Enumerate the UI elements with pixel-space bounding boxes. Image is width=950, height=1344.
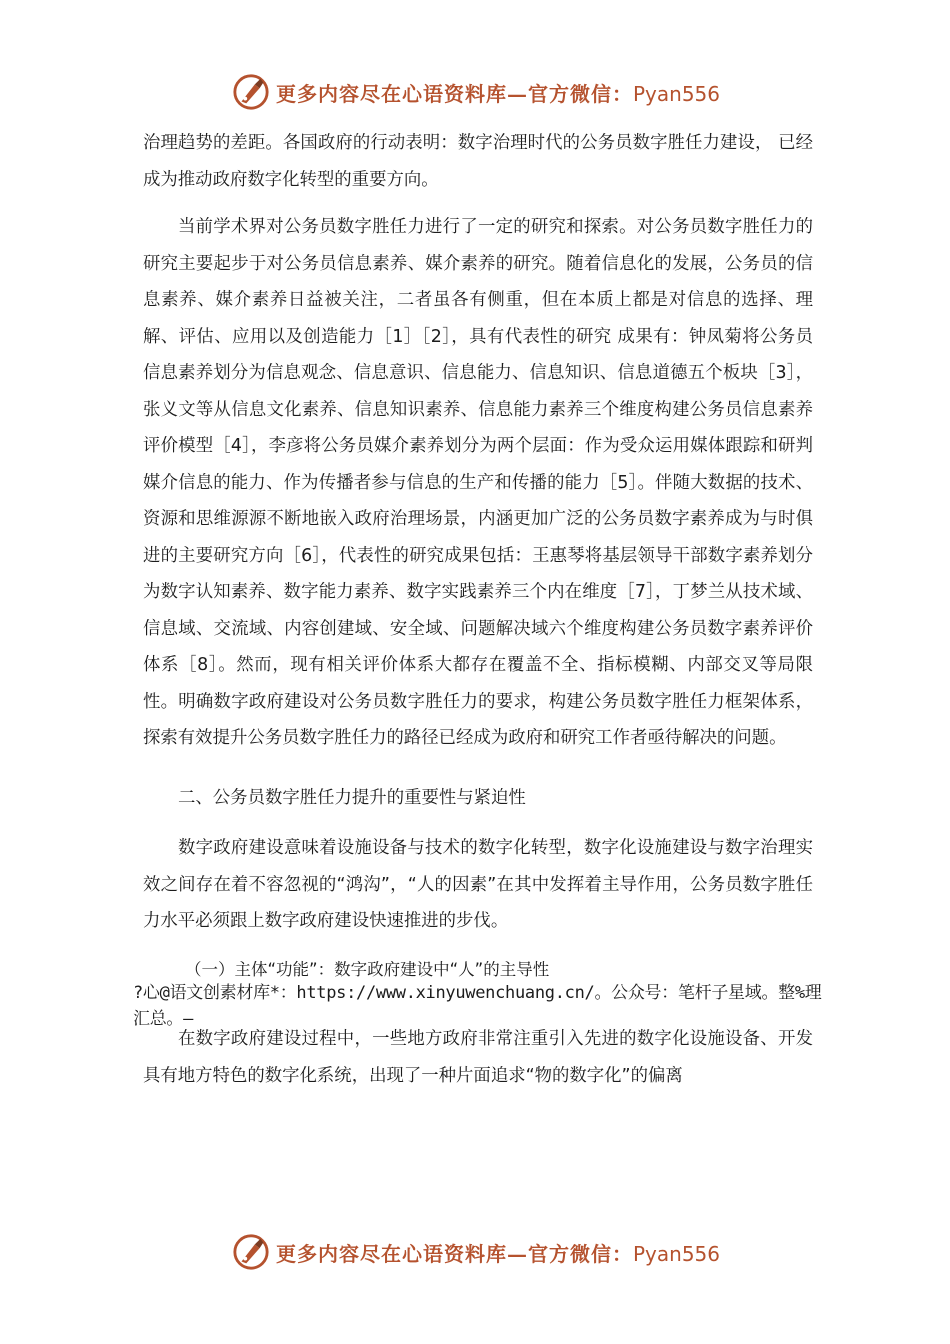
subsection-heading: （一）主体“功能”：数字政府建设中“人”的主导性: [185, 960, 550, 979]
pen-logo-icon: [232, 73, 270, 111]
banner-text: [276, 1238, 720, 1267]
banner-text: [276, 78, 720, 107]
paragraph-4: 在数字政府建设过程中，一些地方政府非常注重引入先进的数字化设施设备、开发具有地方特色的数字化系统，出现了一种片面追求“物的数字化”的偏离: [143, 1029, 813, 1086]
banner-label: 更多内容尽在心语资料库—官方微信：: [276, 81, 633, 106]
watermark-line: ?心@语文创素材库*：https://www.xinyuwenchuang.cn/。公众号：笔杆子星域。整%理汇总。—: [133, 983, 822, 1029]
paragraph-2: 当前学术界对公务员数字胜任力进行了一定的研究和探索。对公务员数字胜任力的研究主要起步于对公务员信息素养、媒介素养的研究。随着信息化的发展，公务员的信息素养、媒介素养日益被关注，二者虽各有侧重，但在本质上都是对信息的选择、理解、评估、应用以及创造能力［1］［2］，具有代表性的研究 成果有：钟凤菊将公务员信息素养划分为信息观念、信息意识、信息能力、信息知识、信息道德五个板块［3］，张义文等从信息文化素养、信息知识素养、信息能力素养三个维度构建公务员信息素养评价模型［4］，李彦将公务员媒介素养划分为两个层面：作为受众运用媒体跟踪和研判媒介信息的能力、作为传播者参与信息的生产和传播的能力［5］。伴随大数据的技术、资源和思维源源不断地嵌入政府治理场景，内涵更加广泛的公务员数字素养成为与时俱进的主要研究方向［6］，代表性的研究成果包括：王惠琴将基层领导干部数字素养划分为数字认知素养、数字能力素养、数字实践素养三个内在维度［7］，丁梦兰从技术域、信息域、交流域、内容创建域、安全域、问题解决域六个维度构建公务员数字素养评价体系［8］。然而，现有相关评价体系大都存在覆盖不全、指标模糊、内部交叉等局限性。明确数字政府建设对公务员数字胜任力的要求，构建公务员数字胜任力框架体系，探索有效提升公务员数字胜任力的路径已经成为政府和研究工作者亟待解决的问题。: [143, 217, 813, 748]
banner-handle: Pyan556: [633, 81, 721, 106]
banner-label: 更多内容尽在心语资料库—官方微信：: [276, 1241, 633, 1266]
footer-banner: [232, 1230, 752, 1274]
banner-handle: Pyan556: [633, 1241, 721, 1266]
section-heading: 二、公务员数字胜任力提升的重要性与紧迫性: [178, 788, 526, 808]
paragraph-3: 数字政府建设意味着设施设备与技术的数字化转型，数字化设施建设与数字治理实效之间存在着不容忽视的“鸿沟”，“人的因素”在其中发挥着主导作用，公务员数字胜任力水平必须跟上数字政府建设快速推进的步伐。: [143, 838, 813, 931]
pen-logo-icon: [232, 1233, 270, 1271]
paragraph-1: 治理趋势的差距。各国政府的行动表明：数字治理时代的公务员数字胜任力建设， 已经成为推动政府数字化转型的重要方向。: [143, 133, 813, 190]
header-banner: [232, 70, 752, 114]
